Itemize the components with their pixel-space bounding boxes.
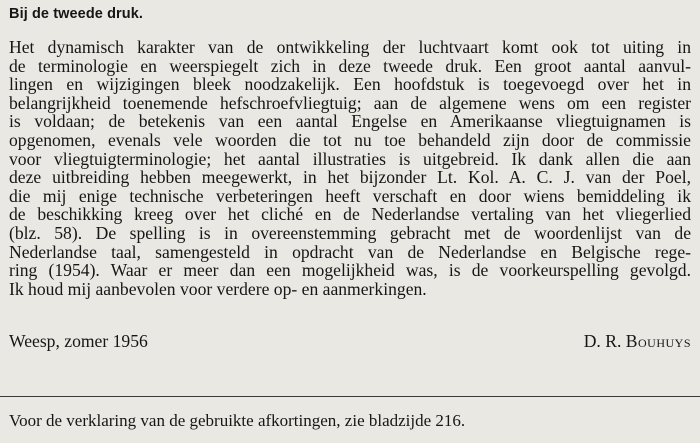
author-surname: Bouhuys bbox=[625, 331, 691, 351]
paragraph-line: lingen en wijzigingen bleek noodzakelijk. Een hoofdstuk is toegevoegd over het in bbox=[9, 74, 691, 95]
section-heading: Bij de tweede druk. bbox=[9, 6, 144, 22]
paragraph-line: is voldaan; de betekenis van een aantal Engelse en Amerikaanse vliegtuignamen is bbox=[9, 111, 691, 132]
paragraph-line: Nederlandse taal, samengesteld in opdracht van de Nederlandse en Belgische rege- bbox=[9, 241, 691, 262]
paragraph-line: (blz. 58). De spelling is in overeenstemming gebracht met de woordenlijst van de bbox=[9, 222, 691, 243]
paragraph-line: de terminologie en weerspiegelt zich in deze tweede druk. Een groot aantal aanvul- bbox=[9, 55, 691, 76]
preface-paragraph bbox=[9, 38, 691, 298]
author-initials: D. R. bbox=[583, 331, 622, 351]
paragraph-line: belangrijkheid toenemende hefschroefvliegtuig; aan de algemene wens om een register bbox=[9, 92, 691, 113]
paragraph-line: ring (1954). Waar er meer dan een mogelijkheid was, is de voorkeurspelling gevolgd. bbox=[9, 260, 691, 281]
place-date: Weesp, zomer 1956 bbox=[9, 331, 148, 351]
paragraph-line: deze uitbreiding hebben meegewerkt, in het bijzonder Lt. Kol. A. C. J. van der Poel, bbox=[9, 167, 691, 188]
paragraph-line: Ik houd mij aanbevolen voor verdere op- en aanmerkingen. bbox=[9, 278, 427, 299]
paragraph-line: opgenomen, evenals vele woorden die tot nu toe behandeld zijn door de commissie bbox=[9, 129, 691, 150]
author-signature bbox=[584, 330, 691, 352]
paragraph-line: de beschikking kreeg over het cliché en de Nederlandse vertaling van het vliegerlied bbox=[9, 204, 691, 225]
footnote-text: Voor de verklaring van de gebruikte afkortingen, zie bladzijde 216. bbox=[9, 411, 466, 430]
paragraph-line: die mij enige technische verbeteringen heeft verschaft en door wiens bemiddeling ik bbox=[9, 185, 691, 206]
footnote-divider bbox=[0, 396, 700, 397]
signature-row bbox=[9, 330, 691, 352]
paragraph-line: Het dynamisch karakter van de ontwikkeling der luchtvaart komt ook tot uiting in bbox=[9, 37, 691, 57]
paragraph-line: voor vliegtuigterminologie; het aantal illustraties is uitgebreid. Ik dank allen die aan bbox=[9, 148, 691, 169]
